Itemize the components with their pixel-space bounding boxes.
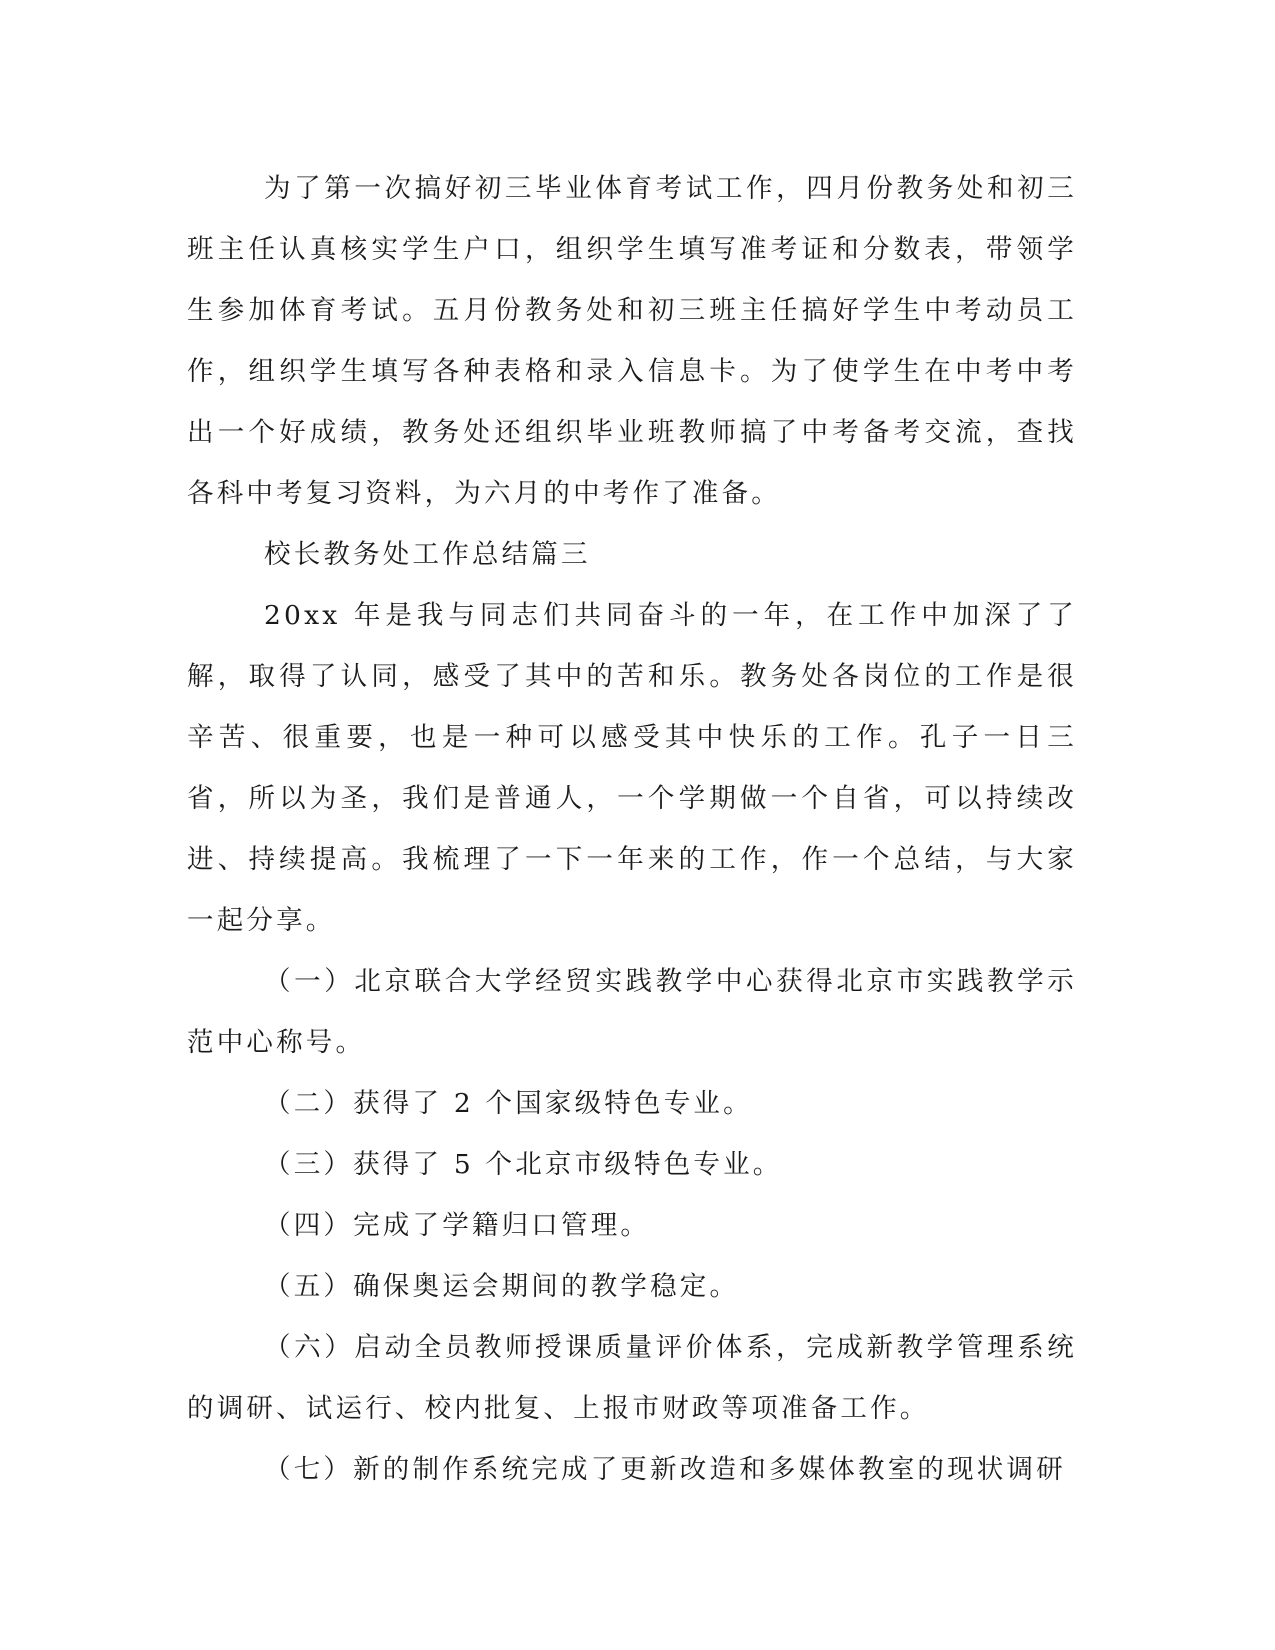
list-item-5	[187, 1256, 1077, 1317]
text-line: 为了第一次搞好初三毕业体育考试工作，四月份教务处和初三班	[187, 173, 1077, 265]
list-item-7	[187, 1439, 1077, 1500]
text-line: 20xx 年是我与同志们共同奋斗的一年，在工作中加深了了解，取	[187, 600, 1077, 692]
text-line: （六）启动全员教师授课质量评价体系，完成新教学管理系统的	[187, 1332, 1077, 1424]
text-line: （三）获得了 5 个北京市级特色专业。	[264, 1149, 783, 1180]
text-line: 加体育考试。五月份教务处和初三班主任搞好学生中考动员工作，组	[187, 295, 1077, 387]
section-heading	[187, 524, 1077, 585]
text-line: 得了认同，感受了其中的苦和乐。教务处各岗位的工作是很辛苦、很	[187, 661, 1078, 753]
list-item-4	[187, 1195, 1077, 1256]
list-item-1	[187, 951, 1077, 1073]
text-line: （五）确保奥运会期间的教学稳定。	[264, 1271, 740, 1302]
text-line: （七）新的制作系统完成了更新改造和多媒体教室的现状调研	[264, 1454, 1066, 1485]
paragraph-exam-work	[187, 158, 1077, 524]
text-line: 重要，也是一种可以感受其中快乐的工作。孔子一日三省，所以为圣	[187, 722, 1077, 814]
text-line: 调研、试运行、校内批复、上报市财政等项准备工作。	[216, 1393, 930, 1424]
list-item-6	[187, 1317, 1077, 1439]
text-line: 成绩，教务处还组织毕业班教师搞了中考备考交流，查找各科中考复	[187, 417, 1077, 509]
text-line: ，我们是普通人，一个学期做一个自省，可以持续改进、持续提高。	[187, 783, 1077, 875]
list-item-3	[187, 1134, 1077, 1195]
document-body	[187, 158, 1077, 1500]
text-line: （一）北京联合大学经贸实践教学中心获得北京市实践教学示范	[187, 966, 1077, 1058]
text-line: （二）获得了 2 个国家级特色专业。	[264, 1088, 753, 1119]
paragraph-year-summary	[187, 585, 1077, 951]
text-line: 我梳理了一下一年来的工作，作一个总结，与大家一起分享。	[187, 844, 1077, 936]
list-item-2	[187, 1073, 1077, 1134]
text-line: 习资料，为六月的中考作了准备。	[335, 478, 781, 509]
text-line: （四）完成了学籍归口管理。	[264, 1210, 651, 1241]
heading-text: 校长教务处工作总结篇三	[264, 539, 591, 570]
text-line: 中心称号。	[216, 1027, 366, 1058]
text-line: 主任认真核实学生户口，组织学生填写准考证和分数表，带领学生参	[187, 234, 1077, 326]
text-line: 织学生填写各种表格和录入信息卡。为了使学生在中考中考出一个好	[187, 356, 1078, 448]
